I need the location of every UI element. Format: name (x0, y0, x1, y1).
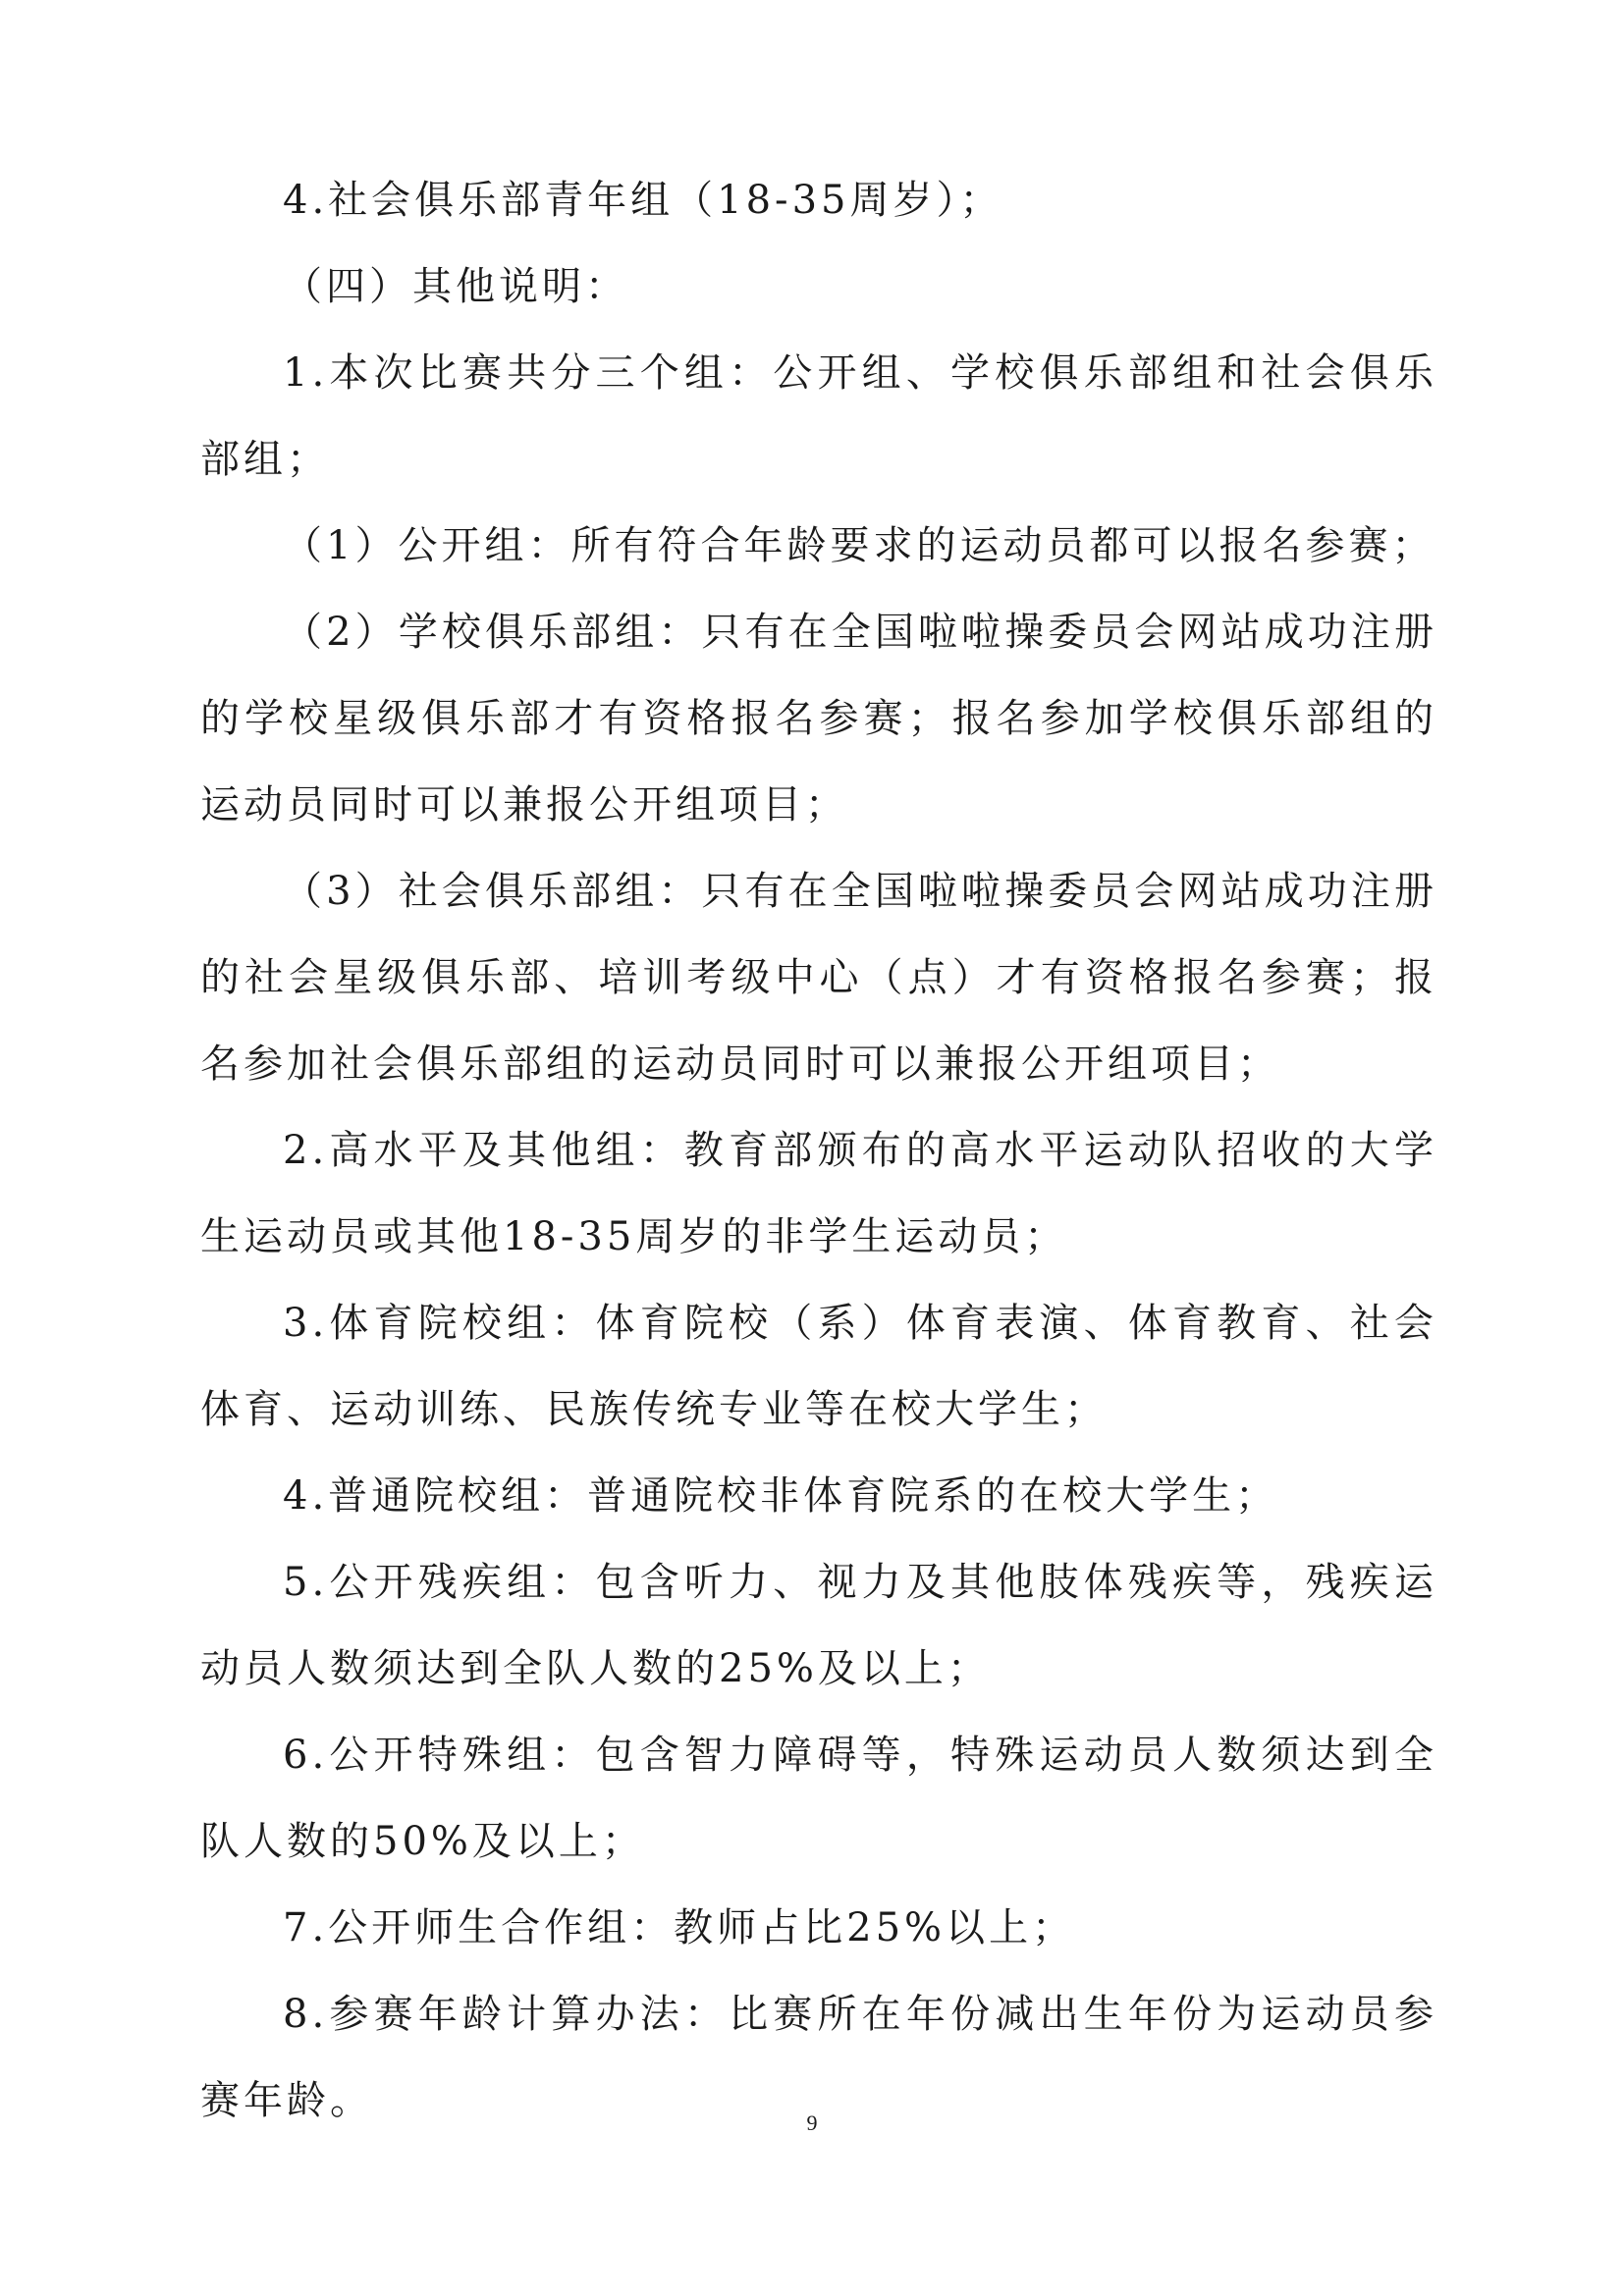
paragraph-age-calculation: 8.参赛年龄计算办法：比赛所在年份减出生年份为运动员参赛年龄。 (200, 1992, 1437, 2123)
paragraph-social-club-group: （3）社会俱乐部组：只有在全国啦啦操委员会网站成功注册的社会星级俱乐部、培训考级中心（点）才有资格报名参赛；报名参加社会俱乐部组的运动员同时可以兼报公开组项目； (200, 869, 1437, 1087)
paragraph-special-group: 6.公开特殊组：包含智力障碍等，特殊运动员人数须达到全队人数的50%及以上； (200, 1733, 1437, 1864)
paragraph-high-level-group: 2.高水平及其他组：教育部颁布的高水平运动队招收的大学生运动员或其他18-35周岁的非学生运动员； (200, 1128, 1437, 1259)
body-text (200, 157, 1437, 2144)
paragraph-three-groups: 1.本次比赛共分三个组：公开组、学校俱乐部组和社会俱乐部组； (200, 350, 1437, 482)
paragraph-general-college-group: 4.普通院校组：普通院校非体育院系的在校大学生； (283, 1473, 1279, 1519)
paragraph-sports-college-group: 3.体育院校组：体育院校（系）体育表演、体育教育、社会体育、运动训练、民族传统专业等在校大学生； (200, 1301, 1437, 1432)
paragraph-school-club-group: （2）学校俱乐部组：只有在全国啦啦操委员会网站成功注册的学校星级俱乐部才有资格报名参赛；报名参加学校俱乐部组的运动员同时可以兼报公开组项目； (200, 610, 1437, 828)
paragraph-teacher-student-group: 7.公开师生合作组：教师占比25%以上； (283, 1905, 1076, 1950)
paragraph-disability-group: 5.公开残疾组：包含听力、视力及其他肢体残疾等，残疾运动员人数须达到全队人数的25%及以上； (200, 1560, 1437, 1691)
paragraph-open-group: （1）公开组：所有符合年龄要求的运动员都可以报名参赛； (283, 523, 1435, 568)
section-heading-other-notes: （四）其他说明： (283, 264, 628, 309)
paragraph-youth-club-group: 4.社会俱乐部青年组（18-35周岁）； (283, 178, 1003, 223)
page-number: 9 (806, 2110, 818, 2135)
